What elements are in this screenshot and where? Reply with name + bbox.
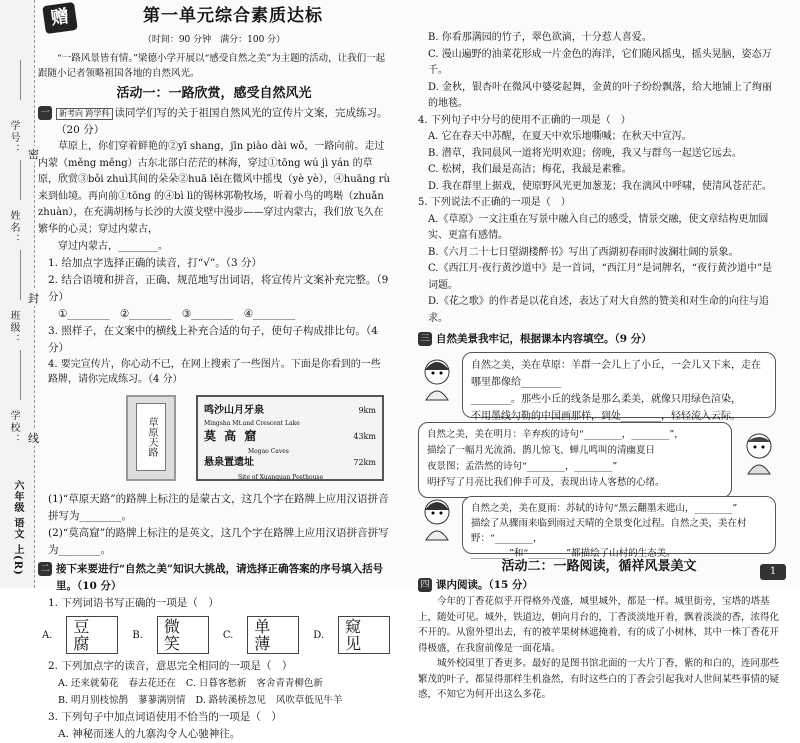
seal-feng: 封: [28, 292, 39, 305]
q2-item-3a: A. 神秘而迷人的九寨沟令人心驰神往。: [58, 728, 241, 740]
option-line: D. 我在群里上据戏，使原野风光更加葱茏；我在漓风中呼啸，使清风苍茫茫。: [428, 180, 773, 192]
girl-avatar-icon: [418, 354, 456, 402]
dialog-3-wrap: [418, 492, 780, 559]
question-4-prompt: 课内阅读。（15 分）: [436, 579, 534, 591]
word-options: A. 豆腐 B. 微笑 C. 单薄 D. 窥见: [42, 616, 390, 654]
q1-item-1: 1. 给加点字选择正确的读音，打“√”。（3 分）: [48, 257, 263, 269]
option-line: B. 潜草，我同晨风一道将光明欢迎；傍晚，我又与群鸟一起送它远去。: [428, 147, 742, 159]
activity-2-title: 活动二：一路阅读，循祥风景美文: [501, 559, 697, 574]
road-signs: [38, 391, 390, 487]
q2-item-3: 3. 下列句子中加点词语使用不恰当的一项是（ ）: [48, 711, 282, 723]
option-line: C. 漫山遍野的油菜花形成一片金色的海洋，它们随风摇曳，摇头晃脑，姿态万千。: [428, 48, 772, 76]
question-number-icon: 三: [418, 332, 432, 346]
label-school: 学校：: [8, 410, 19, 446]
option-line: C.《西江月·夜行黄沙道中》是一首词，“西江月”是词牌名，“夜行黄沙道中”是词题。: [428, 263, 773, 291]
q1-item-3: 3. 照样子，在文案中的横线上补充合适的句子，使句子构成排比句。（4 分）: [48, 325, 378, 354]
passage-2: 穿过内蒙古，________。: [58, 241, 168, 252]
boy-avatar-icon: [740, 428, 778, 476]
activity-1-title: 活动一：一路欣赏，感受自然风光: [116, 86, 312, 101]
dunhuang-road-sign: 鸣沙山月牙泉 9km Mingsha Mt.and Crescent Lake 莫 高 窟 43km Mogao Caves 悬泉置遗址 72km Site of Xuanquan Posthouse: [196, 395, 384, 481]
dialog-1-wrap: [418, 348, 780, 422]
question-1-prompt: 读同学们写的关于祖国自然风光的宣传片文案，完成练习。（20 分）: [56, 107, 388, 136]
grassland-road-sign: 草原天路: [126, 395, 176, 481]
q1-sub-1: (1)“草原天路”的路牌上标注的是蒙古文，这几个字在路牌上应用汉语拼音拼写为________。: [48, 493, 389, 522]
q1-item-2: 2. 结合语境和拼音，正确、规范地写出词语，将宣传片文案补充完整。（9 分）: [48, 274, 389, 303]
dialog-2-wrap: [418, 418, 780, 492]
question-3-header: [418, 331, 780, 348]
option-line: D.《花之歌》的作者是以花自述，表达了对大自然的赞美和对生命的向往与追求。: [428, 296, 769, 324]
girl-avatar-icon-2: [418, 494, 456, 542]
speech-bubble-rain: 自然之美，美在夏雨：苏轼的诗句“黑云翻墨未遮山，________” 描绘了从骤雨来临到雨过天晴的全景变化过程。自然之美，美在村野：“________， ________”和“________”都描绘了山村的生态美。: [462, 496, 776, 554]
question-number-icon: 二: [38, 562, 52, 576]
page-title: 第一单元综合素质达标: [143, 6, 323, 26]
q1-sub-2: (2)“莫高窟”的路牌上标注的是英文，这几个字在路牌上应用汉语拼音拼写为________。: [48, 527, 389, 556]
question-number-icon: 一: [38, 106, 52, 120]
question-number-icon: 四: [418, 578, 432, 592]
seal-mi: 密: [28, 148, 39, 161]
q2-item-2: 2. 下列加点字的读音，意思完全相同的一项是（ ）: [48, 660, 293, 672]
label-name: 姓名：: [8, 210, 19, 246]
new-trend-badge: 新考向 跨学科: [56, 108, 113, 120]
grade-label: 六年级 语文 上(R): [12, 480, 23, 576]
gift-badge: 赠: [42, 2, 78, 34]
option-line: B. 你看那满园的竹子，翠色欲滴，十分惹人喜爱。: [428, 32, 652, 43]
word-box-d: 窥见: [338, 616, 390, 654]
word-box-b: 微笑: [157, 616, 209, 654]
question-1-header: [38, 105, 390, 139]
right-column: [418, 30, 780, 703]
label-student-id: 学号：: [8, 120, 19, 156]
speech-bubble-grassland: 自然之美，美在草原：羊群一会儿上了小丘，一会儿又下来，走在哪里都像给________ ________。那些小丘的线条是那么柔美，就像只用绿色渲染， 不用墨线勾勒的中国画那样，到处________，轻轻流入云际。: [462, 352, 776, 418]
question-line: 4. 下列句子中分号的使用不正确的一项是（ ）: [418, 114, 631, 126]
word-box-a: 豆腐: [66, 616, 118, 654]
question-3-prompt: 自然美景我牢记，根据课本内容填空。（9 分）: [436, 333, 652, 345]
option-line: A. 它在春天中苏醒，在夏天中欢乐地嘶喊；在秋天中宣泻。: [428, 131, 692, 142]
binding-strip: [0, 0, 39, 588]
seal-xian: 线: [28, 432, 39, 445]
intro-text: “一路风景皆有情。”梁德小学开展以“感受自然之美”为主题的活动，让我们一起跟随小记者领略祖国各地的自然风光。: [38, 53, 386, 79]
speech-bubble-moon: 自然之美，美在明月：辛弃疾的诗句“________，________”， 描绘了一幅月光流淌、鹊儿惊飞、蝉儿鸣叫的清幽夏日 夜景图；孟浩然的诗句“________，________” 明抒写了月亮比我们伸手可及，表现出诗人客愁的心绪。: [418, 422, 732, 498]
word-box-c: 单薄: [247, 616, 299, 654]
reading-paragraph-2: 城外校园里丁香更多。最好的是图书馆北面的一大片丁香，紫的和白的，连同那些繁茂的叶子，都显得那样生机盎然，有时这些白的丁香会引起我对人世间某些事情的疑惑，不知它为何开出这么多花。: [418, 658, 780, 700]
q2-options-row-2: B. 明月别枝惊鹊 蓼蓼满别情 D. 路转溪桥忽见 风吹草低见牛羊: [58, 695, 343, 706]
reading-paragraph-1: 今年的丁香花似乎开得格外茂盛，城里城外，都是一样。城里街旁，宝塔的塔基上，随处可见。城外，铁道边，朝向月台的，丁香淡淡地开着，飘着淡淡的香，浓得化不开的。从窗外望出去，有的被苹果树林遮掩着，有的成了小树林，其中一株丁香花开得极盛，在我窗前像是一面花墙。: [418, 596, 780, 654]
page-number: 1: [760, 564, 786, 580]
question-4-header: [418, 577, 780, 594]
left-column: [38, 0, 390, 743]
q1-item-4: 4. 要完宣传片，你心动不已，在网上搜索了一些图片。下面是你看到的一些路牌，请你完成练习。（4 分）: [48, 359, 381, 385]
passage-1: 草原上，你们穿着鲜艳的②yī shang，jīn piào dài wǒ，一路向前。走过内蒙（měng měng）古东北部白茫茫的林海，穿过①tōng wú jì yán 的草原，欣赏③bǒi zhuì其间的朵朵②huā lěi在微风中摇曳（yè yè），④huāng rù 来到仙境。再向前①tōng 的④bì lì的锡林郭勒牧场，听着小鸟的鸣啭（zhuǎn zhuàn），在充满胡杨与长沙的大漠戈壁中漫步——穿过内蒙古，我们放飞久在繁华的心灵；穿过内蒙古，: [38, 141, 390, 235]
question-2-header: [38, 561, 390, 595]
question-2-prompt: 接下来要进行“自然之美”知识大挑战，请选择正确答案的序号填入括号里。（10 分）: [56, 563, 384, 592]
q1-blanks: ①________ ②________ ③________ ④________: [58, 308, 296, 320]
right-top-list: [418, 30, 780, 327]
question-line: 5. 下列说法不正确的一项是（ ）: [418, 197, 571, 208]
label-class: 班级：: [8, 310, 19, 346]
option-line: B.《六月二十七日望湖楼醉书》写出了西湖初春雨时波澜壮阔的景象。: [428, 246, 739, 258]
option-line: C. 松树，我们最是高洁；梅花，我最是素雅。: [428, 164, 632, 175]
option-line: A.《草原》一文注重在写景中融入自己的感受，情景交融，使文章结构更加圆实、更富有感情。: [428, 213, 769, 241]
option-line: D. 金秋，银杏叶在微风中婆娑起舞，金黄的叶子纷纷飘落，给大地铺上了绚丽的地毯。: [428, 81, 773, 109]
q2-options-row-1: A. 还来就菊花 春去花还在 C. 日暮客愁新 客舍青青柳色新: [58, 678, 323, 689]
exam-meta: （时间：90 分钟 满分：100 分）: [142, 35, 286, 45]
q2-item-1: 1. 下列词语书写正确的一项是（ ）: [48, 597, 219, 609]
